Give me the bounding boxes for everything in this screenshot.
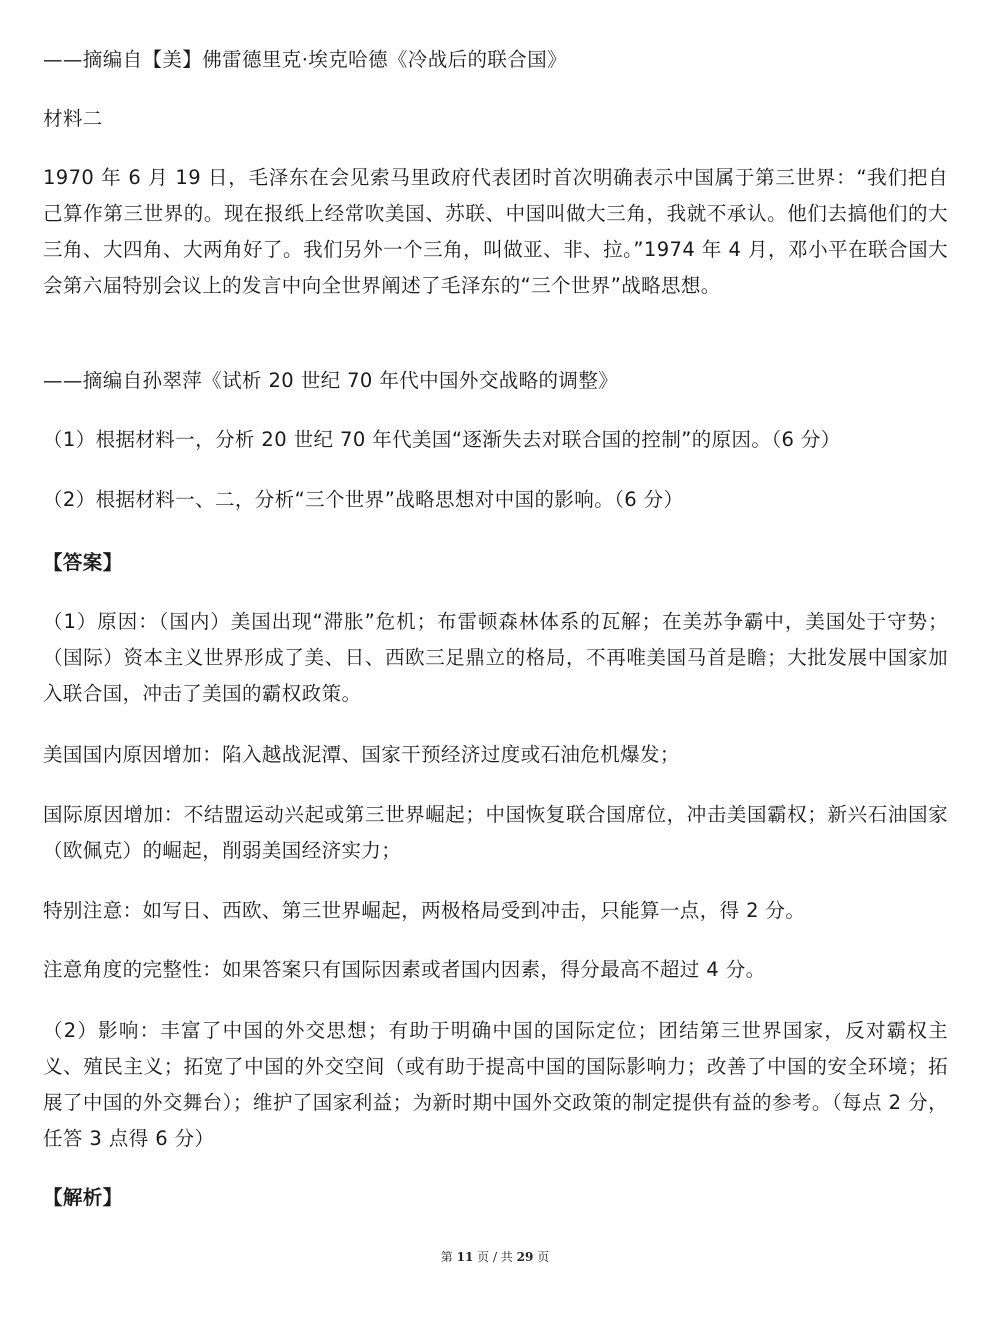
page-footer <box>0 1248 990 1265</box>
footer-page-number: 11 <box>456 1250 474 1264</box>
question-2: （2）根据材料一、二，分析“三个世界”战略思想对中国的影响。（6 分） <box>43 488 684 511</box>
answer-2: （2）影响：丰富了中国的外交思想；有助于明确中国的国际定位；团结第三世界国家，反对霸权主义、殖民主义；拓宽了中国的外交空间（或有助于提高中国的国际影响力；改善了中国的安全环境；拓展了中国的外交舞台）；维护了国家利益；为新时期中国外交政策的制定提供有益的参考。（每点 2 分，任答 3 点得 6 分） <box>43 1019 948 1150</box>
source-citation-2: ——摘编自孙翠萍《试析 20 世纪 70 年代中国外交战略的调整》 <box>43 369 619 392</box>
footer-total-pages: 29 <box>516 1250 534 1264</box>
note-international: 国际原因增加：不结盟运动兴起或第三世界崛起；中国恢复联合国席位，冲击美国霸权；新兴石油国家（欧佩克）的崛起，削弱美国经济实力； <box>43 803 948 862</box>
source-citation-1: ——摘编自【美】佛雷德里克·埃克哈德《冷战后的联合国》 <box>43 48 567 71</box>
material-2-text: 1970 年 6 月 19 日，毛泽东在会见索马里政府代表团时首次明确表示中国属于第三世界：“我们把自己算作第三世界的。现在报纸上经常吹美国、苏联、中国叫做大三角，我就不承认。他们去搞他们的大三角、大四角、大两角好了。我们另外一个三角，叫做亚、非、拉。”1974 年 4 月，邓小平在联合国大会第六届特别会议上的发言中向全世界阐述了毛泽东的“三个世界”战略思想。 <box>43 166 948 297</box>
footer-suffix: 页 <box>537 1250 550 1264</box>
material-2-heading: 材料二 <box>43 107 103 130</box>
footer-prefix: 第 <box>440 1250 453 1264</box>
footer-middle: 页 / 共 <box>477 1250 513 1264</box>
answer-1: （1）原因：（国内）美国出现“滞胀”危机；布雷顿森林体系的瓦解；在美苏争霸中，美国处于守势；（国际）资本主义世界形成了美、日、西欧三足鼎立的格局，不再唯美国马首是瞻；大批发展中国家加入联合国，冲击了美国的霸权政策。 <box>43 610 948 705</box>
note-completeness: 注意角度的完整性：如果答案只有国际因素或者国内因素，得分最高不超过 4 分。 <box>43 958 766 981</box>
question-1: （1）根据材料一，分析 20 世纪 70 年代美国“逐渐失去对联合国的控制”的原因。（6 分） <box>43 428 841 451</box>
analysis-heading: 【解析】 <box>43 1186 123 1209</box>
answer-heading: 【答案】 <box>43 551 123 574</box>
note-domestic: 美国国内原因增加：陷入越战泥潭、国家干预经济过度或石油危机爆发； <box>43 743 680 766</box>
note-special: 特别注意：如写日、西欧、第三世界崛起，两极格局受到冲击，只能算一点，得 2 分。 <box>43 899 806 922</box>
